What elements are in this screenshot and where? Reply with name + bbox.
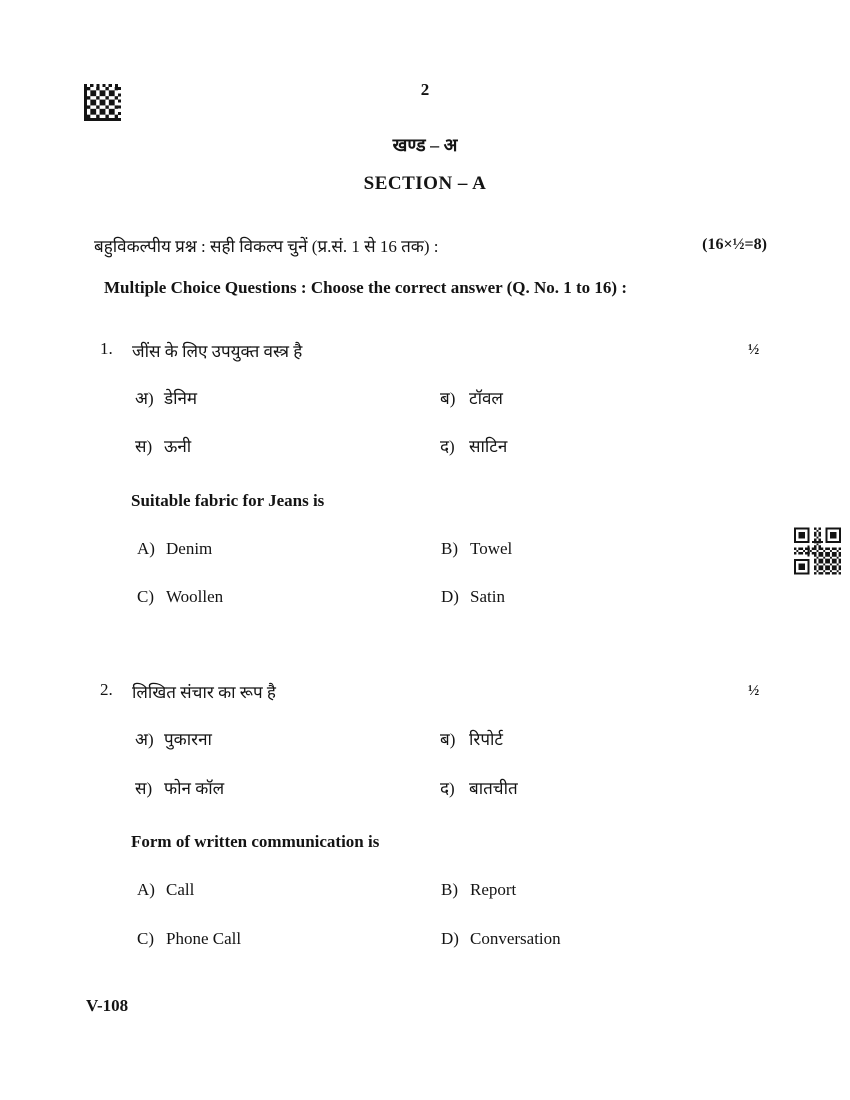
question-2-text-english: Form of written communication is — [131, 832, 380, 851]
question-2-number: 2. — [100, 680, 113, 699]
option-text: टॉवल — [469, 389, 503, 408]
question-1-option-en-a — [137, 539, 212, 559]
option-label: स) — [135, 779, 153, 798]
option-label: B) — [441, 539, 458, 558]
question-1-option-hi-d — [440, 434, 507, 457]
question-2-text-hindi: लिखित संचार का रूप है — [132, 683, 276, 702]
option-text: Woollen — [166, 587, 224, 606]
question-2-option-en-d — [441, 929, 561, 949]
option-label: B) — [441, 880, 458, 899]
option-label: अ) — [135, 389, 154, 408]
option-label: ब) — [440, 389, 456, 408]
instruction-english: Multiple Choice Questions : Choose the correct answer (Q. No. 1 to 16) : — [104, 278, 627, 297]
option-label: ब) — [440, 730, 456, 749]
question-1-option-en-d — [441, 587, 505, 607]
question-2-option-en-a — [137, 880, 194, 900]
question-1-text-hindi: जींस के लिए उपयुक्त वस्त्र है — [132, 342, 303, 361]
question-2-option-hi-d — [440, 776, 518, 799]
option-text: Satin — [470, 587, 505, 606]
question-2-option-en-b — [441, 880, 516, 900]
question-1-option-hi-b — [440, 386, 503, 409]
question-1-option-hi-c — [135, 434, 191, 457]
question-1-text-english: Suitable fabric for Jeans is — [131, 491, 325, 510]
option-text: Denim — [166, 539, 213, 558]
question-1-marks: ½ — [748, 342, 760, 358]
qr-code-icon — [794, 527, 841, 575]
option-text: Report — [470, 880, 517, 899]
question-2-option-hi-a — [135, 727, 212, 750]
option-label: अ) — [135, 730, 154, 749]
option-text: साटिन — [469, 437, 508, 456]
option-label: C) — [137, 929, 154, 948]
question-1-option-en-c — [137, 587, 223, 607]
question-2-option-hi-b — [440, 727, 503, 750]
option-text: Phone Call — [166, 929, 242, 948]
paper-code: V-108 — [86, 996, 129, 1015]
option-text: बातचीत — [469, 779, 518, 798]
option-label: द) — [440, 779, 455, 798]
question-2-option-hi-c — [135, 776, 224, 799]
instruction-hindi: बहुविकल्पीय प्रश्न : सही विकल्प चुनें (प्र.सं. 1 से 16 तक) : — [94, 237, 439, 256]
page-number: 2 — [420, 80, 430, 99]
option-text: Conversation — [470, 929, 561, 948]
question-2-option-en-c — [137, 929, 241, 949]
option-label: द) — [440, 437, 455, 456]
marks-scheme: (16×½=8) — [702, 236, 767, 253]
option-label: D) — [441, 929, 459, 948]
option-label: A) — [137, 539, 155, 558]
option-text: Towel — [470, 539, 513, 558]
option-label: C) — [137, 587, 154, 606]
option-text: Call — [166, 880, 195, 899]
option-text: ऊनी — [164, 437, 192, 456]
question-1-option-en-b — [441, 539, 512, 559]
option-text: फोन कॉल — [164, 779, 225, 798]
option-label: स) — [135, 437, 153, 456]
section-title-hindi: खण्ड – अ — [392, 135, 458, 155]
option-label: D) — [441, 587, 459, 606]
question-1-number: 1. — [100, 339, 113, 358]
question-2-marks: ½ — [748, 683, 760, 699]
option-text: डेनिम — [164, 389, 198, 408]
option-text: रिपोर्ट — [469, 730, 503, 749]
option-text: पुकारना — [164, 730, 212, 749]
question-1-option-hi-a — [135, 386, 197, 409]
section-title-english: SECTION – A — [363, 173, 487, 194]
option-label: A) — [137, 880, 155, 899]
